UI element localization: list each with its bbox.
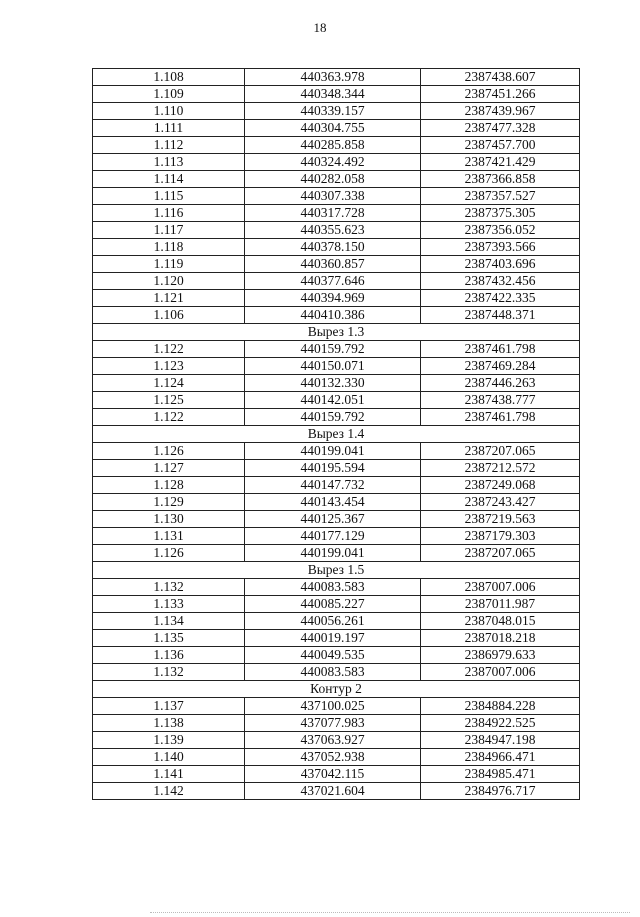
table-row <box>93 188 580 205</box>
section-header-row <box>93 324 580 341</box>
x-coordinate-cell: 440355.623 <box>245 222 421 239</box>
table-row <box>93 460 580 477</box>
point-id-cell: 1.142 <box>93 783 245 800</box>
x-coordinate-cell: 440377.646 <box>245 273 421 290</box>
x-coordinate-cell: 440199.041 <box>245 545 421 562</box>
y-coordinate-cell: 2387011.987 <box>421 596 580 613</box>
point-id-cell: 1.125 <box>93 392 245 409</box>
y-coordinate-cell: 2384947.198 <box>421 732 580 749</box>
y-coordinate-cell: 2387438.777 <box>421 392 580 409</box>
x-coordinate-cell: 437077.983 <box>245 715 421 732</box>
point-id-cell: 1.141 <box>93 766 245 783</box>
x-coordinate-cell: 440085.227 <box>245 596 421 613</box>
table-row <box>93 239 580 256</box>
y-coordinate-cell: 2387477.328 <box>421 120 580 137</box>
x-coordinate-cell: 440132.330 <box>245 375 421 392</box>
table-row <box>93 579 580 596</box>
x-coordinate-cell: 440394.969 <box>245 290 421 307</box>
point-id-cell: 1.118 <box>93 239 245 256</box>
y-coordinate-cell: 2384884.228 <box>421 698 580 715</box>
y-coordinate-cell: 2387243.427 <box>421 494 580 511</box>
point-id-cell: 1.109 <box>93 86 245 103</box>
x-coordinate-cell: 437063.927 <box>245 732 421 749</box>
y-coordinate-cell: 2387422.335 <box>421 290 580 307</box>
x-coordinate-cell: 440142.051 <box>245 392 421 409</box>
x-coordinate-cell: 437042.115 <box>245 766 421 783</box>
point-id-cell: 1.108 <box>93 69 245 86</box>
point-id-cell: 1.119 <box>93 256 245 273</box>
y-coordinate-cell: 2384966.471 <box>421 749 580 766</box>
x-coordinate-cell: 440056.261 <box>245 613 421 630</box>
point-id-cell: 1.116 <box>93 205 245 222</box>
y-coordinate-cell: 2387212.572 <box>421 460 580 477</box>
x-coordinate-cell: 440049.535 <box>245 647 421 664</box>
table-row <box>93 222 580 239</box>
point-id-cell: 1.137 <box>93 698 245 715</box>
table-row <box>93 120 580 137</box>
point-id-cell: 1.114 <box>93 171 245 188</box>
point-id-cell: 1.122 <box>93 341 245 358</box>
y-coordinate-cell: 2387432.456 <box>421 273 580 290</box>
y-coordinate-cell: 2387375.305 <box>421 205 580 222</box>
section-label: Контур 2 <box>93 681 580 698</box>
x-coordinate-cell: 440159.792 <box>245 341 421 358</box>
table-row <box>93 290 580 307</box>
table-row <box>93 545 580 562</box>
point-id-cell: 1.126 <box>93 545 245 562</box>
section-header-row <box>93 426 580 443</box>
y-coordinate-cell: 2387207.065 <box>421 443 580 460</box>
x-coordinate-cell: 440150.071 <box>245 358 421 375</box>
point-id-cell: 1.120 <box>93 273 245 290</box>
y-coordinate-cell: 2387207.065 <box>421 545 580 562</box>
x-coordinate-cell: 437021.604 <box>245 783 421 800</box>
x-coordinate-cell: 440177.129 <box>245 528 421 545</box>
point-id-cell: 1.139 <box>93 732 245 749</box>
table-row <box>93 273 580 290</box>
x-coordinate-cell: 437052.938 <box>245 749 421 766</box>
table-row <box>93 375 580 392</box>
section-header-row <box>93 681 580 698</box>
point-id-cell: 1.110 <box>93 103 245 120</box>
x-coordinate-cell: 440348.344 <box>245 86 421 103</box>
x-coordinate-cell: 440304.755 <box>245 120 421 137</box>
y-coordinate-cell: 2387357.527 <box>421 188 580 205</box>
table-row <box>93 783 580 800</box>
table-row <box>93 154 580 171</box>
point-id-cell: 1.131 <box>93 528 245 545</box>
point-id-cell: 1.135 <box>93 630 245 647</box>
table-row <box>93 86 580 103</box>
table-row <box>93 732 580 749</box>
y-coordinate-cell: 2387366.858 <box>421 171 580 188</box>
table-row <box>93 528 580 545</box>
y-coordinate-cell: 2387048.015 <box>421 613 580 630</box>
section-header-row <box>93 562 580 579</box>
page-bottom-edge <box>150 912 630 913</box>
table-row <box>93 766 580 783</box>
x-coordinate-cell: 440019.197 <box>245 630 421 647</box>
point-id-cell: 1.130 <box>93 511 245 528</box>
point-id-cell: 1.122 <box>93 409 245 426</box>
point-id-cell: 1.113 <box>93 154 245 171</box>
table-row <box>93 596 580 613</box>
x-coordinate-cell: 440410.386 <box>245 307 421 324</box>
x-coordinate-cell: 440125.367 <box>245 511 421 528</box>
table-row <box>93 307 580 324</box>
y-coordinate-cell: 2387249.068 <box>421 477 580 494</box>
y-coordinate-cell: 2387451.266 <box>421 86 580 103</box>
point-id-cell: 1.121 <box>93 290 245 307</box>
x-coordinate-cell: 440195.594 <box>245 460 421 477</box>
point-id-cell: 1.138 <box>93 715 245 732</box>
y-coordinate-cell: 2387457.700 <box>421 137 580 154</box>
point-id-cell: 1.117 <box>93 222 245 239</box>
x-coordinate-cell: 440143.454 <box>245 494 421 511</box>
x-coordinate-cell: 440285.858 <box>245 137 421 154</box>
table-row <box>93 494 580 511</box>
y-coordinate-cell: 2384985.471 <box>421 766 580 783</box>
y-coordinate-cell: 2387439.967 <box>421 103 580 120</box>
table-row <box>93 171 580 188</box>
point-id-cell: 1.123 <box>93 358 245 375</box>
coordinates-table <box>92 68 580 800</box>
y-coordinate-cell: 2387403.696 <box>421 256 580 273</box>
table-row <box>93 205 580 222</box>
y-coordinate-cell: 2387356.052 <box>421 222 580 239</box>
page-number: 18 <box>313 20 327 35</box>
point-id-cell: 1.140 <box>93 749 245 766</box>
table-row <box>93 409 580 426</box>
x-coordinate-cell: 440083.583 <box>245 579 421 596</box>
y-coordinate-cell: 2387446.263 <box>421 375 580 392</box>
table-row <box>93 358 580 375</box>
section-label: Вырез 1.5 <box>93 562 580 579</box>
x-coordinate-cell: 440317.728 <box>245 205 421 222</box>
point-id-cell: 1.124 <box>93 375 245 392</box>
table-row <box>93 715 580 732</box>
table-row <box>93 749 580 766</box>
point-id-cell: 1.112 <box>93 137 245 154</box>
section-label: Вырез 1.3 <box>93 324 580 341</box>
point-id-cell: 1.132 <box>93 579 245 596</box>
table-row <box>93 137 580 154</box>
y-coordinate-cell: 2387007.006 <box>421 664 580 681</box>
table-row <box>93 647 580 664</box>
y-coordinate-cell: 2387461.798 <box>421 341 580 358</box>
point-id-cell: 1.127 <box>93 460 245 477</box>
y-coordinate-cell: 2387179.303 <box>421 528 580 545</box>
table-row <box>93 69 580 86</box>
point-id-cell: 1.129 <box>93 494 245 511</box>
table-row <box>93 613 580 630</box>
x-coordinate-cell: 440324.492 <box>245 154 421 171</box>
x-coordinate-cell: 440083.583 <box>245 664 421 681</box>
table-row <box>93 698 580 715</box>
point-id-cell: 1.115 <box>93 188 245 205</box>
x-coordinate-cell: 440378.150 <box>245 239 421 256</box>
y-coordinate-cell: 2387393.566 <box>421 239 580 256</box>
point-id-cell: 1.111 <box>93 120 245 137</box>
point-id-cell: 1.126 <box>93 443 245 460</box>
x-coordinate-cell: 437100.025 <box>245 698 421 715</box>
table-row <box>93 664 580 681</box>
y-coordinate-cell: 2387007.006 <box>421 579 580 596</box>
point-id-cell: 1.128 <box>93 477 245 494</box>
y-coordinate-cell: 2387448.371 <box>421 307 580 324</box>
point-id-cell: 1.136 <box>93 647 245 664</box>
table-row <box>93 256 580 273</box>
point-id-cell: 1.134 <box>93 613 245 630</box>
table-row <box>93 477 580 494</box>
coordinates-table-body <box>93 69 580 800</box>
y-coordinate-cell: 2387461.798 <box>421 409 580 426</box>
x-coordinate-cell: 440307.338 <box>245 188 421 205</box>
y-coordinate-cell: 2384922.525 <box>421 715 580 732</box>
y-coordinate-cell: 2387438.607 <box>421 69 580 86</box>
y-coordinate-cell: 2387421.429 <box>421 154 580 171</box>
x-coordinate-cell: 440199.041 <box>245 443 421 460</box>
table-row <box>93 630 580 647</box>
point-id-cell: 1.106 <box>93 307 245 324</box>
x-coordinate-cell: 440360.857 <box>245 256 421 273</box>
section-label: Вырез 1.4 <box>93 426 580 443</box>
table-row <box>93 341 580 358</box>
point-id-cell: 1.132 <box>93 664 245 681</box>
x-coordinate-cell: 440147.732 <box>245 477 421 494</box>
x-coordinate-cell: 440159.792 <box>245 409 421 426</box>
x-coordinate-cell: 440363.978 <box>245 69 421 86</box>
point-id-cell: 1.133 <box>93 596 245 613</box>
x-coordinate-cell: 440339.157 <box>245 103 421 120</box>
table-row <box>93 443 580 460</box>
y-coordinate-cell: 2387219.563 <box>421 511 580 528</box>
y-coordinate-cell: 2386979.633 <box>421 647 580 664</box>
table-row <box>93 392 580 409</box>
y-coordinate-cell: 2384976.717 <box>421 783 580 800</box>
y-coordinate-cell: 2387018.218 <box>421 630 580 647</box>
x-coordinate-cell: 440282.058 <box>245 171 421 188</box>
table-row <box>93 103 580 120</box>
table-row <box>93 511 580 528</box>
y-coordinate-cell: 2387469.284 <box>421 358 580 375</box>
